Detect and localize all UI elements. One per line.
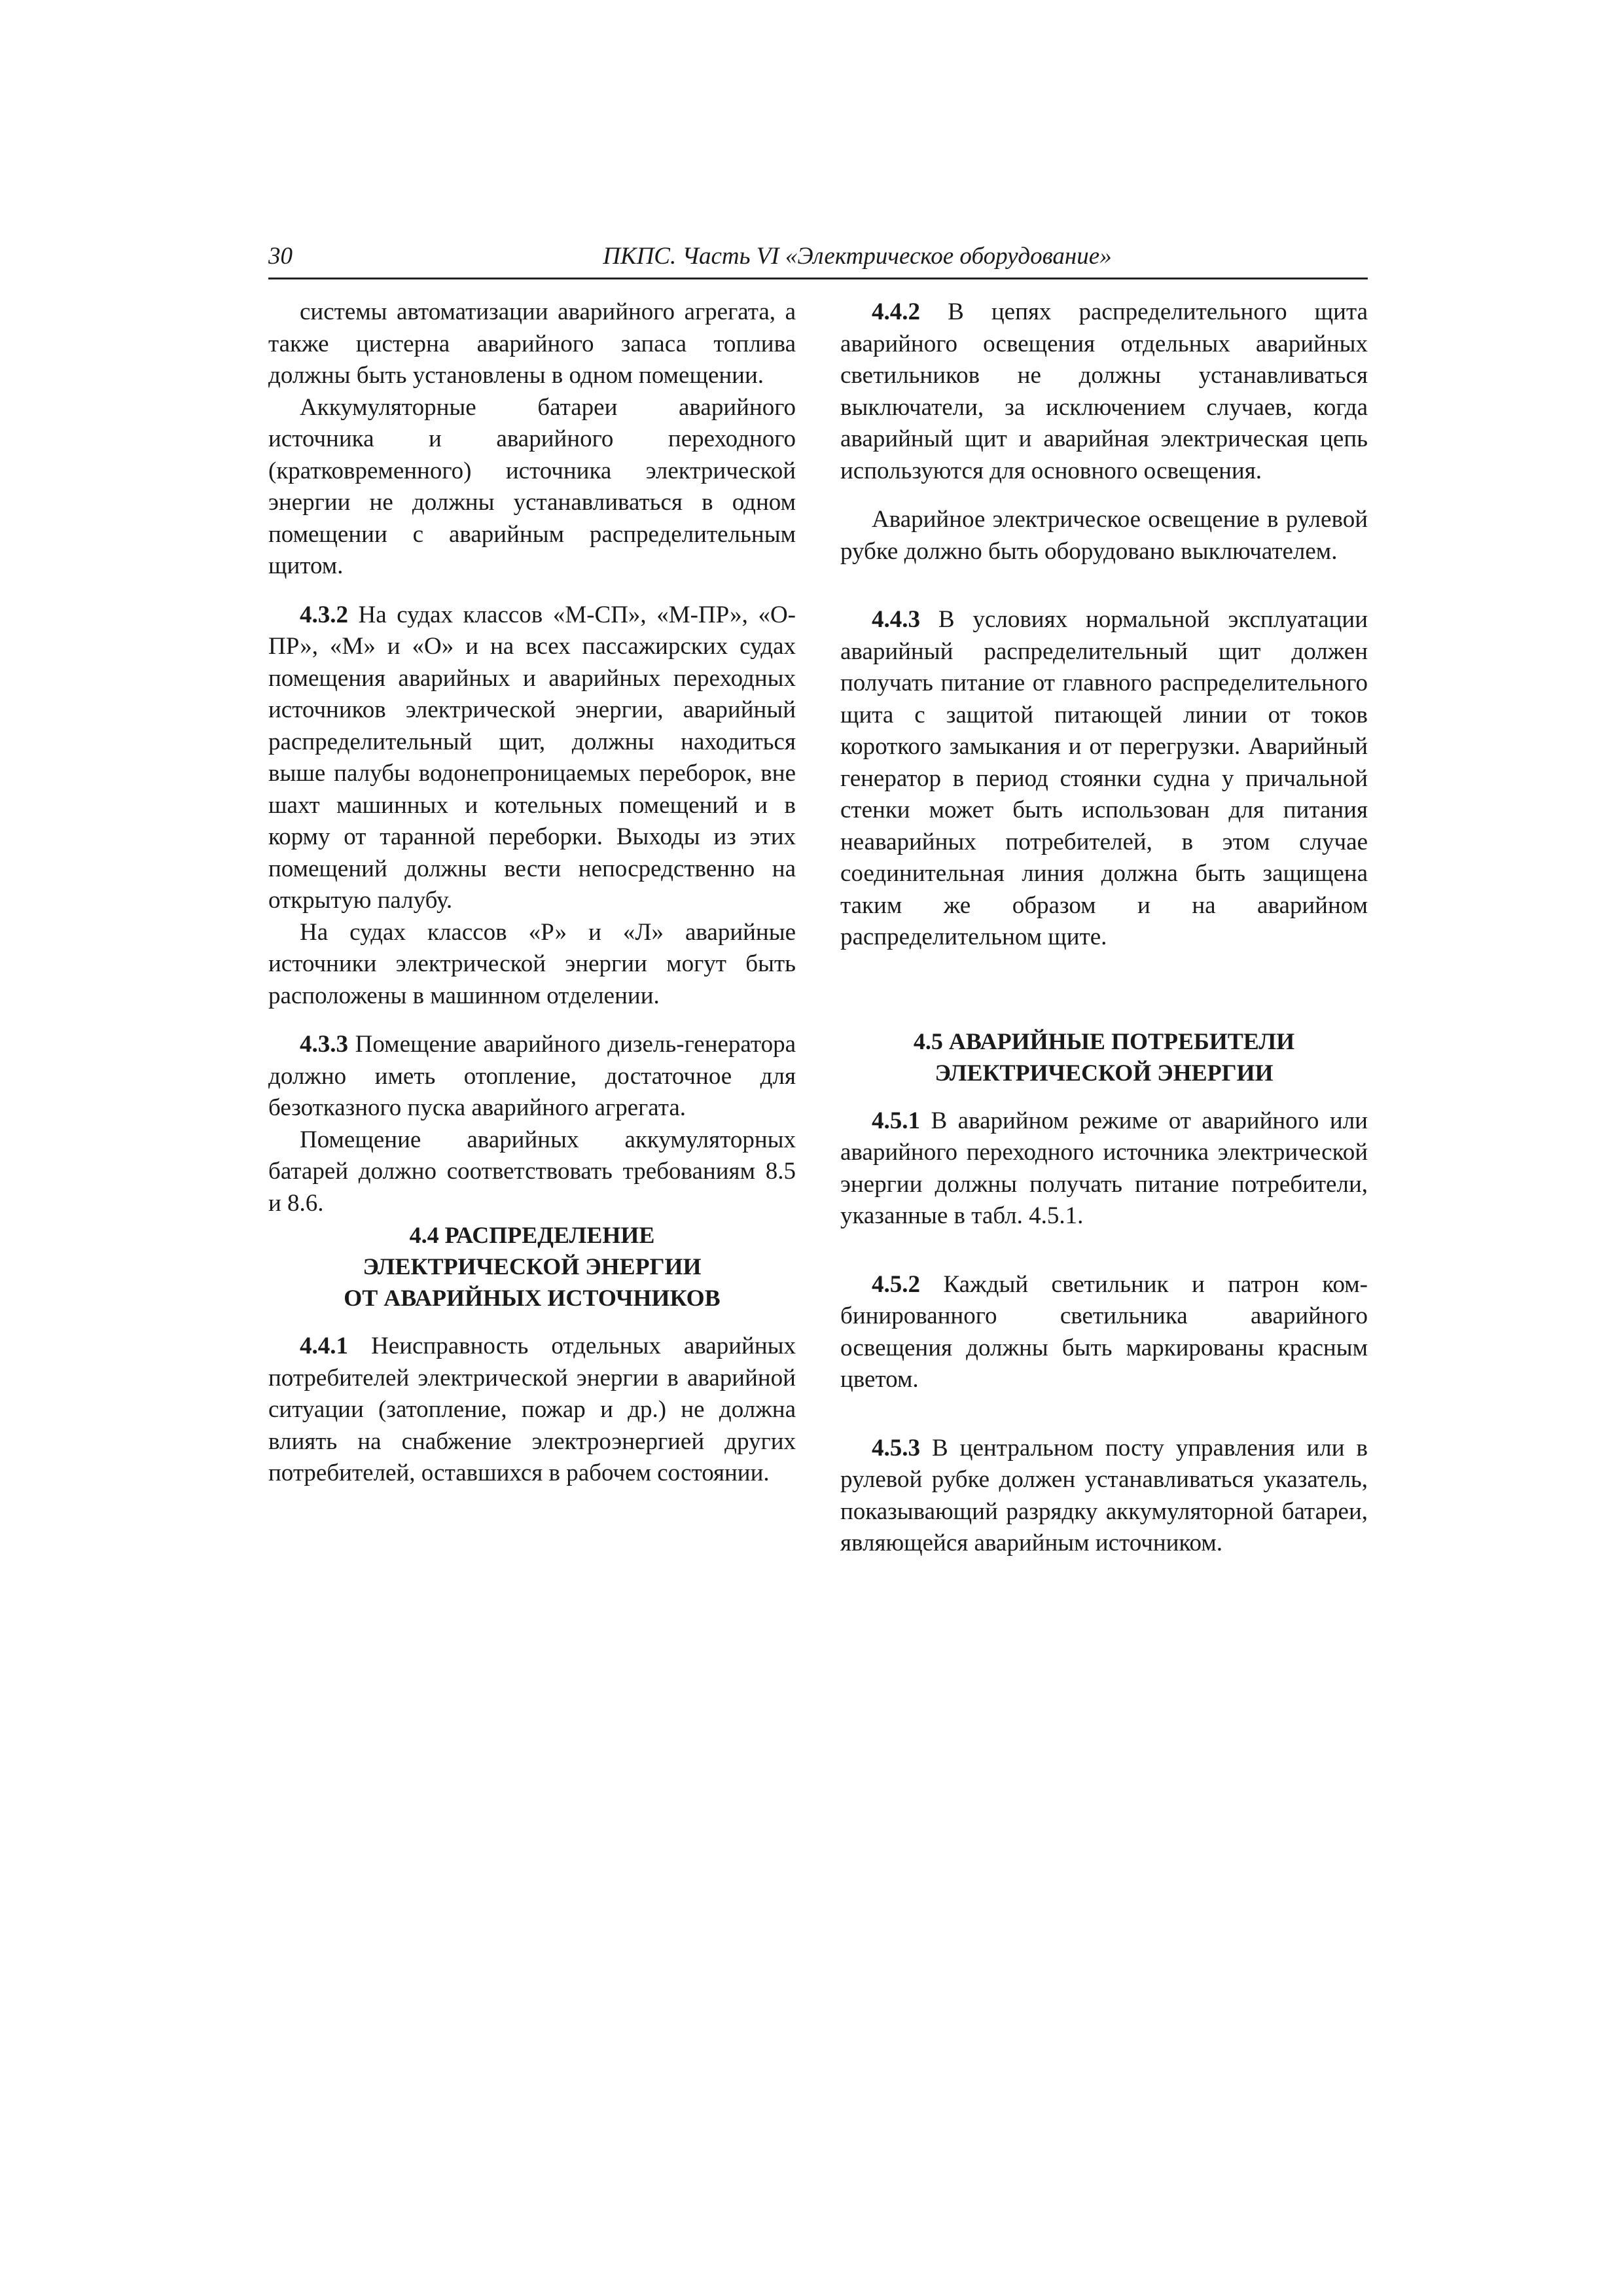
section-4-5-2 bbox=[840, 1269, 1368, 1396]
paragraph: Помещение аварийных аккумуляторных батарей должно соответствовать требованиям 8.5 и 8.6. bbox=[268, 1126, 796, 1217]
section-text: Помещение аварийного дизель-генератора должно иметь отопление, достаточное для безотказного пуска аварийного агрегата. bbox=[268, 1031, 796, 1121]
section-text: На судах классов «М-СП», «М-ПР», «О-ПР», «М» и «О» и на всех пассажирских судах помещения аварийных и аварийных переходных источников электрической энергии, аварийный распределительный щит, должны находиться выше палубы водонепроницаемых переборок, вне шахт машинных и котельных помещений и в корму от таранной переборки. Выходы из этих помещений должны вести непосредственно на открытую палубу. bbox=[268, 601, 796, 914]
section-text: В условиях нормальной эксплуатации аварийный распределительный щит должен получать питание от главного распределительного щита с защитой питающей линии от токов короткого замыкания и от перегрузки. Аварийный генератор в период стоянки судна у причальной стенки может быть использован для питания неаварийных потребителей, в этом случае соединительная линия должна быть защищена таким же образом и на аварийном распределительном щите. bbox=[840, 606, 1368, 950]
running-title: ПКПС. Часть VI «Электрическое оборудование» bbox=[603, 243, 1112, 270]
section-heading-4-5 bbox=[840, 1026, 1368, 1088]
page-header bbox=[268, 237, 1368, 279]
section-number: 4.5.3 bbox=[872, 1434, 920, 1462]
heading-line: 4.4 РАСПРЕДЕЛЕНИЕ bbox=[409, 1222, 655, 1248]
page-number: 30 bbox=[268, 243, 293, 270]
section-text: В аварийном режиме от аварийного или аварийного переходного источника электрической энергии должны получать питание потребители, указанные в табл. 4.5.1. bbox=[840, 1107, 1368, 1229]
section-4-4-3 bbox=[840, 604, 1368, 954]
section-number: 4.5.1 bbox=[872, 1107, 920, 1134]
section-number: 4.4.1 bbox=[300, 1333, 348, 1359]
section-number: 4.4.2 bbox=[872, 298, 920, 325]
section-text: В центральном посту управления или в рулевой рубке должен устанавливаться указатель, показывающий разрядку аккумуляторной батареи, являющейся аварийным источником. bbox=[840, 1434, 1368, 1556]
paragraph: На судах классов «Р» и «Л» аварийные источники электрической энергии могут быть расположены в машинном отделении. bbox=[268, 918, 796, 1009]
heading-line: ОТ АВАРИЙНЫХ ИСТОЧНИКОВ bbox=[344, 1285, 721, 1311]
heading-line: ЭЛЕКТРИЧЕСКОЙ ЭНЕРГИИ bbox=[363, 1253, 702, 1280]
section-4-3-3 bbox=[268, 1029, 796, 1124]
section-4-3-2 bbox=[268, 600, 796, 917]
section-number: 4.5.2 bbox=[872, 1270, 920, 1298]
section-4-5-3 bbox=[840, 1433, 1368, 1560]
paragraph: системы автоматизации аварийного агрегата, а также цистерна аварийного запаса топлива должны быть установлены в одном помещении. bbox=[268, 298, 796, 389]
section-number: 4.3.2 bbox=[300, 601, 348, 628]
heading-line: ЭЛЕКТРИЧЕСКОЙ ЭНЕРГИИ bbox=[935, 1059, 1274, 1086]
left-column bbox=[268, 296, 796, 1490]
section-text: Каждый светильник и патрон комбинированного светильника аварийного освещения должны быть маркированы красным цветом. bbox=[840, 1270, 1368, 1393]
right-column bbox=[840, 296, 1368, 1560]
section-text: Неисправность отдельных аварийных потребителей электрической энергии в аварийной ситуации (затопление, пожар и др.) не должна влиять на снабжение электроэнергией других потребителей, оставшихся в рабочем состоянии. bbox=[268, 1333, 796, 1486]
heading-line: 4.5 АВАРИЙНЫЕ ПОТРЕБИТЕЛИ bbox=[913, 1028, 1295, 1054]
section-4-4-1 bbox=[268, 1331, 796, 1490]
section-text: В цепях распределительного щита аварийного освещения отдельных аварийных светильников не должны устанавливаться выключатели, за исключением случаев, когда аварийный щит и аварийная электрическая цепь используются для основного освещения. bbox=[840, 298, 1368, 484]
paragraph: Аккумуляторные батареи аварийного источника и аварийного переходного (кратковременного) источника электрической энергии не должны устанавливаться в одном помещении с аварийным распределительным щитом. bbox=[268, 393, 796, 579]
section-4-5-1 bbox=[840, 1105, 1368, 1232]
section-heading-4-4 bbox=[268, 1219, 796, 1314]
paragraph: Аварийное электрическое освещение в рулевой рубке должно быть оборудовано выключателем. bbox=[840, 506, 1368, 565]
section-4-4-2 bbox=[840, 296, 1368, 487]
section-number: 4.4.3 bbox=[872, 606, 920, 633]
section-number: 4.3.3 bbox=[300, 1031, 348, 1058]
